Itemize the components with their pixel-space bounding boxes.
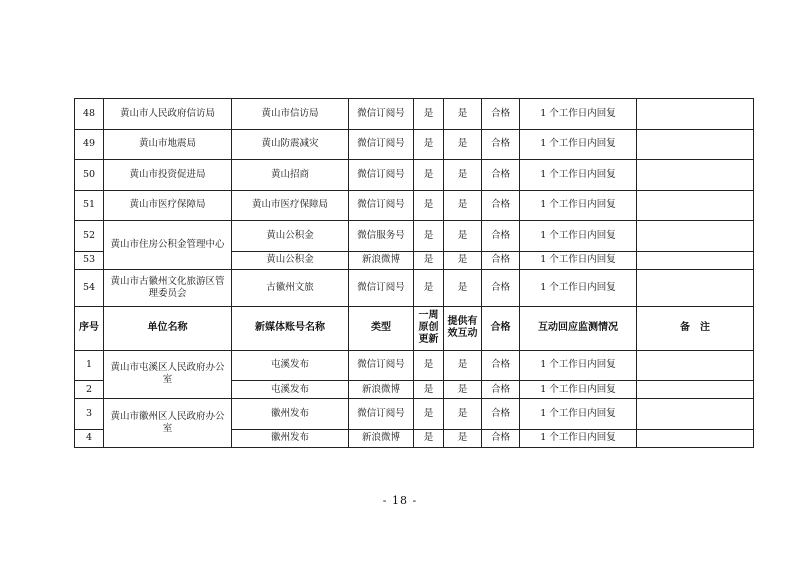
cell-response: 1 个工作日内回复 [520,429,637,447]
table-row [75,221,754,252]
cell-account: 黄山市信访局 [232,99,349,130]
cell-interaction: 是 [444,350,482,381]
cell-interaction: 是 [444,160,482,191]
cell-account: 黄山市医疗保障局 [232,190,349,221]
cell-response: 1 个工作日内回复 [520,399,637,430]
cell-account: 古徽州文旅 [232,269,349,306]
cell-response: 1 个工作日内回复 [520,251,637,269]
cell-account: 黄山防震减灾 [232,129,349,160]
cell-qualified: 合格 [482,99,520,130]
cell-original: 是 [414,99,444,130]
cell-index: 48 [75,99,104,130]
cell-type: 新浪微博 [349,251,414,269]
cell-account: 黄山公积金 [232,221,349,252]
cell-remark [637,350,754,381]
cell-index: 50 [75,160,104,191]
cell-index: 4 [75,429,104,447]
cell-qualified: 合格 [482,221,520,252]
cell-index: 1 [75,350,104,381]
cell-interaction: 是 [444,429,482,447]
header-response: 互动回应监测情况 [520,306,637,350]
cell-type: 微信订阅号 [349,190,414,221]
cell-account: 徽州发布 [232,429,349,447]
cell-unit: 黄山市地震局 [104,129,232,160]
cell-account: 黄山公积金 [232,251,349,269]
cell-type: 新浪微博 [349,429,414,447]
cell-remark [637,251,754,269]
page-number: - 18 - [382,494,418,507]
header-qualified: 合格 [482,306,520,350]
cell-remark [637,381,754,399]
cell-interaction: 是 [444,190,482,221]
table-row [75,160,754,191]
cell-original: 是 [414,399,444,430]
cell-remark [637,99,754,130]
cell-response: 1 个工作日内回复 [520,190,637,221]
cell-account: 屯溪发布 [232,350,349,381]
cell-remark [637,160,754,191]
cell-remark [637,269,754,306]
cell-type: 微信订阅号 [349,269,414,306]
cell-response: 1 个工作日内回复 [520,269,637,306]
cell-original: 是 [414,160,444,191]
cell-index: 2 [75,381,104,399]
table-row [75,99,754,130]
cell-response: 1 个工作日内回复 [520,129,637,160]
cell-type: 微信订阅号 [349,350,414,381]
cell-response: 1 个工作日内回复 [520,350,637,381]
cell-index: 53 [75,251,104,269]
media-account-table [74,98,754,448]
cell-type: 微信订阅号 [349,160,414,191]
table-header-row [75,306,754,350]
cell-qualified: 合格 [482,399,520,430]
cell-type: 新浪微博 [349,381,414,399]
header-type: 类型 [349,306,414,350]
cell-unit: 黄山市徽州区人民政府办公室 [104,399,232,448]
header-unit: 单位名称 [104,306,232,350]
cell-response: 1 个工作日内回复 [520,381,637,399]
cell-index: 49 [75,129,104,160]
cell-index: 52 [75,221,104,252]
cell-unit: 黄山市屯溪区人民政府办公室 [104,350,232,399]
header-index: 序号 [75,306,104,350]
cell-original: 是 [414,129,444,160]
cell-interaction: 是 [444,99,482,130]
header-remark: 备 注 [637,306,754,350]
cell-remark [637,190,754,221]
table-row [75,129,754,160]
cell-response: 1 个工作日内回复 [520,160,637,191]
cell-qualified: 合格 [482,160,520,191]
cell-index: 51 [75,190,104,221]
cell-remark [637,429,754,447]
header-original: 一周原创更新 [414,306,444,350]
cell-response: 1 个工作日内回复 [520,99,637,130]
table-row [75,269,754,306]
cell-index: 3 [75,399,104,430]
cell-index: 54 [75,269,104,306]
cell-remark [637,399,754,430]
cell-remark [637,221,754,252]
cell-interaction: 是 [444,381,482,399]
cell-type: 微信订阅号 [349,99,414,130]
cell-original: 是 [414,429,444,447]
cell-account: 徽州发布 [232,399,349,430]
cell-type: 微信订阅号 [349,129,414,160]
table-row [75,350,754,381]
cell-interaction: 是 [444,399,482,430]
cell-interaction: 是 [444,221,482,252]
cell-unit: 黄山市人民政府信访局 [104,99,232,130]
cell-qualified: 合格 [482,129,520,160]
cell-type: 微信订阅号 [349,399,414,430]
cell-original: 是 [414,269,444,306]
cell-account: 黄山招商 [232,160,349,191]
cell-account: 屯溪发布 [232,381,349,399]
cell-unit: 黄山市投资促进局 [104,160,232,191]
table-row [75,190,754,221]
cell-original: 是 [414,381,444,399]
table-row [75,399,754,430]
cell-unit: 黄山市古徽州文化旅游区管理委员会 [104,269,232,306]
header-account: 新媒体账号名称 [232,306,349,350]
cell-original: 是 [414,251,444,269]
cell-original: 是 [414,190,444,221]
cell-type: 微信服务号 [349,221,414,252]
cell-qualified: 合格 [482,251,520,269]
cell-interaction: 是 [444,251,482,269]
cell-unit: 黄山市住房公积金管理中心 [104,221,232,270]
cell-qualified: 合格 [482,350,520,381]
header-interaction: 提供有效互动 [444,306,482,350]
cell-original: 是 [414,221,444,252]
cell-qualified: 合格 [482,381,520,399]
cell-interaction: 是 [444,269,482,306]
cell-qualified: 合格 [482,429,520,447]
cell-remark [637,129,754,160]
cell-original: 是 [414,350,444,381]
cell-qualified: 合格 [482,190,520,221]
cell-unit: 黄山市医疗保障局 [104,190,232,221]
cell-interaction: 是 [444,129,482,160]
cell-qualified: 合格 [482,269,520,306]
cell-response: 1 个工作日内回复 [520,221,637,252]
